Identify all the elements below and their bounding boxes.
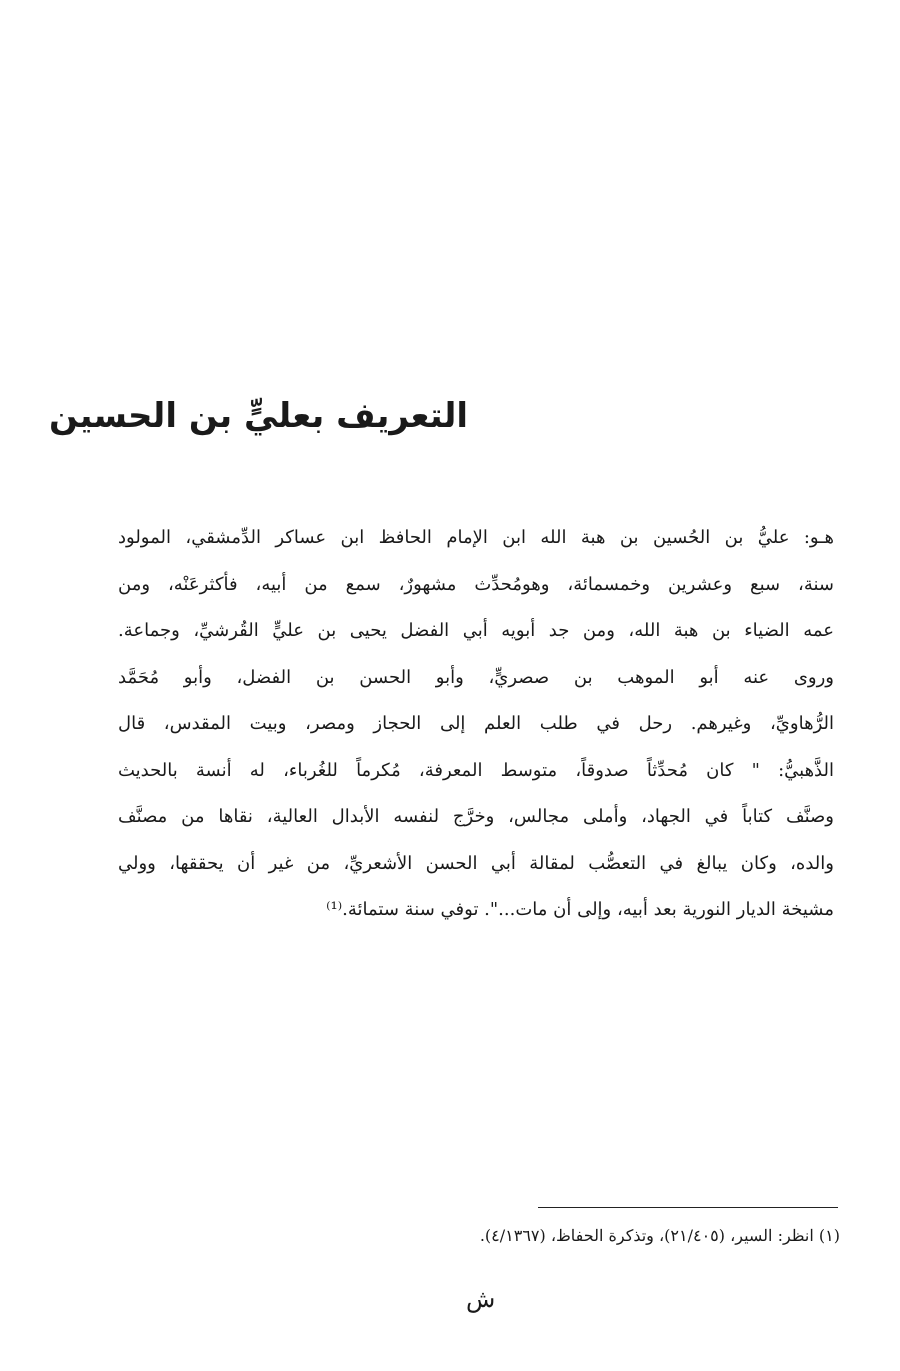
section-title: التعريف بعليٍّ بن الحسين xyxy=(48,396,468,436)
body-line: وروى عنه أبو الموهب بن صصريٍّ، وأبو الحسن بن الفضل، وأبو مُحَمَّد xyxy=(118,666,834,688)
body-text xyxy=(118,515,834,934)
body-line: الرُّهاويِّ، وغيرهم. رحل في طلب العلم إلى الحجاز ومصر، وبيت المقدس، قال xyxy=(118,713,834,734)
body-line: والده، وكان يبالغ في التعصُّب لمقالة أبي الحسن الأشعريِّ، من غير أن يحققها، وولي xyxy=(118,852,834,874)
body-line: سنة، سبع وعشرين وخمسمائة، وهومُحدِّث مشهورٌ، سمع من أبيه، فأكثرعَنْه، ومن xyxy=(118,573,834,595)
body-line: الذَّهبيُّ: " كان مُحدِّثاً صدوقاً، متوسط المعرفة، مُكرماً للغُرباء، له أنسة بالحديث xyxy=(118,759,834,781)
footnote: (١) انظر: السير، (٢١/٤٠٥)، وتذكرة الحفاظ، (٤/١٣٦٧). xyxy=(479,1226,840,1245)
footnote-separator xyxy=(538,1207,838,1208)
body-line: هـو: عليُّ بن الحُسين بن هبة الله ابن الإمام الحافظ ابن عساكر الدِّمشقي، المولود xyxy=(118,527,834,548)
body-line: عمه الضياء بن هبة الله، ومن جد أبويه أبي الفضل يحيى بن عليٍّ القُرشيِّ، وجماعة. xyxy=(118,620,834,641)
body-line: مشيخة الديار النورية بعد أبيه، وإلى أن مات...". توفي سنة ستمائة.⁽¹⁾ xyxy=(326,899,834,920)
body-line: وصنَّف كتاباً في الجهاد، وأملى مجالس، وخرَّج لنفسه الأبدال العالية، نقاها من مصنَّف xyxy=(118,806,834,827)
page-number: ش xyxy=(466,1285,496,1313)
